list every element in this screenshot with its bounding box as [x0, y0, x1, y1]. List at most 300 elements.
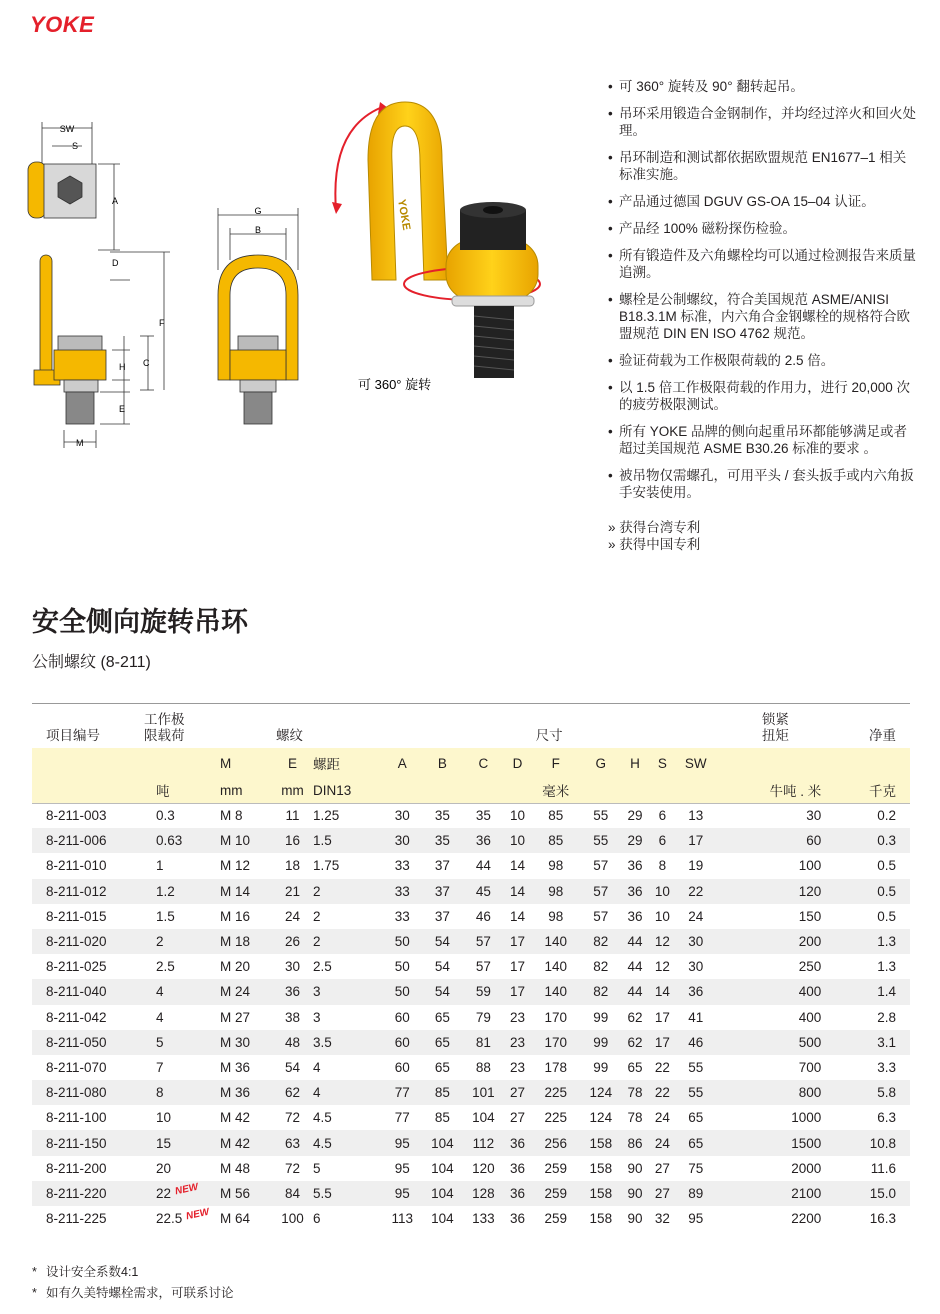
table-cell: 200: [716, 929, 836, 954]
table-cell: 65: [434, 1009, 450, 1025]
table-cell: 36: [504, 1181, 531, 1206]
table-row: [32, 1105, 910, 1130]
unit-cell: [383, 778, 422, 803]
table-row: [32, 954, 910, 979]
table-cell: 30: [383, 828, 422, 853]
table-cell: 33: [394, 858, 410, 874]
table-cell: 23: [509, 1009, 526, 1025]
table-cell: 225: [544, 1110, 567, 1126]
table-cell: 124: [580, 1080, 621, 1105]
table-cell: 120: [472, 1160, 495, 1176]
table-cell: 36: [676, 979, 716, 1004]
table-cell: 77: [383, 1080, 422, 1105]
table-cell: 170: [531, 1030, 580, 1055]
table-cell: 55: [580, 828, 621, 853]
column-header: [835, 748, 910, 778]
table-cell: 14: [649, 979, 676, 1004]
table-cell: 35: [434, 808, 450, 824]
table-cell: 5: [313, 1160, 321, 1176]
divider: [32, 703, 910, 704]
table-cell: 104: [431, 1160, 454, 1176]
table-cell: 2: [313, 908, 321, 924]
table-cell: 2.5: [156, 959, 175, 975]
table-cell: 55: [593, 808, 609, 824]
table-cell: 8-211-025: [46, 959, 107, 975]
table-cell: 8-211-070: [46, 1059, 107, 1075]
table-row: [32, 803, 910, 828]
table-cell: M 12: [220, 858, 251, 874]
table-cell: 2.5: [313, 959, 332, 975]
table-cell: 24: [654, 1110, 670, 1126]
table-cell: 6: [313, 1211, 321, 1227]
table-cell: 10: [654, 908, 670, 924]
rotation-caption: 可 360° 旋转: [358, 377, 432, 392]
table-cell: 60: [716, 828, 836, 853]
column-header: G: [580, 748, 621, 778]
table-cell: M 42: [220, 1110, 251, 1126]
table-cell: 98: [548, 858, 564, 874]
table-cell: 60: [394, 1009, 410, 1025]
patent-list: [608, 519, 918, 553]
table-cell: 158: [589, 1160, 613, 1176]
table-cell: 104: [422, 1181, 463, 1206]
table-row: [32, 979, 910, 1004]
table-cell: 140: [531, 979, 580, 1004]
table-cell: 75: [688, 1160, 704, 1176]
table-cell: 19: [688, 858, 704, 874]
table-cell: 11: [285, 808, 300, 824]
table-cell: 2200: [791, 1211, 822, 1227]
table-cell: 4: [313, 1059, 321, 1075]
table-cell: 29: [627, 808, 643, 824]
column-header: [32, 748, 144, 778]
table-cell: 44: [475, 858, 491, 874]
table-cell: 178: [544, 1059, 567, 1075]
table-cell: 8-211-015: [46, 908, 107, 924]
dim-label-h: H: [119, 362, 126, 372]
table-row: [32, 929, 910, 954]
table-cell: 6: [658, 808, 667, 824]
table-cell: 8-211-010: [46, 858, 107, 874]
table-cell: 27: [649, 1181, 676, 1206]
table-cell: 36: [509, 1211, 526, 1227]
table-cell: 57: [463, 929, 504, 954]
table-cell: 90: [627, 1160, 643, 1176]
table-row: [32, 1030, 910, 1055]
footnote-text: 如有久美特螺栓需求，可联系讨论: [46, 1286, 234, 1300]
feature-item: • 吊环采用锻造合金钢制作，并均经过淬火和回火处理。: [608, 105, 918, 139]
table-cell: 55: [688, 1059, 704, 1075]
table-cell: 62: [621, 1030, 648, 1055]
table-cell: 2: [313, 929, 383, 954]
table-cell: 2: [144, 929, 220, 954]
table-cell: 4: [156, 1009, 164, 1025]
feature-item: • 被吊物仅需螺孔，可用平头 / 套头扳手或内六角扳手安装使用。: [608, 467, 918, 501]
patent-item: » 获得台湾专利: [608, 520, 701, 535]
column-header: C: [463, 748, 504, 778]
table-row: [32, 1156, 910, 1181]
table-cell: 1.75: [313, 858, 340, 874]
table-cell: 65: [422, 1030, 463, 1055]
table-cell: 400: [716, 979, 836, 1004]
table-cell: 8: [144, 1080, 220, 1105]
table-cell: 6.3: [877, 1110, 896, 1126]
table-cell: 72: [284, 1160, 301, 1176]
table-cell: 89: [676, 1181, 716, 1206]
table-cell: 78: [621, 1080, 648, 1105]
feature-list: [608, 78, 918, 553]
dim-label-g: G: [254, 206, 262, 216]
feature-item: • 吊环制造和测试都依据欧盟规范 EN1677–1 相关标准实施。: [608, 149, 918, 183]
table-cell: 50: [394, 959, 410, 975]
table-cell: 256: [531, 1130, 580, 1155]
dim-label-d: D: [112, 258, 119, 268]
table-cell: 36: [509, 1160, 526, 1176]
table-unit-row: [32, 778, 910, 803]
spec-table: [32, 706, 910, 1231]
table-row: [32, 1206, 910, 1231]
table-cell: 8-211-080: [32, 1080, 144, 1105]
table-cell: 140: [531, 929, 580, 954]
table-cell: 800: [716, 1080, 836, 1105]
table-cell: 17: [504, 979, 531, 1004]
bolt-marking: YOKE: [395, 198, 413, 232]
table-cell: 99: [593, 1059, 609, 1075]
table-cell: 50: [383, 929, 422, 954]
table-cell: 65: [676, 1130, 716, 1155]
table-cell: 0.63: [144, 828, 220, 853]
feature-item: • 所有 YOKE 品牌的侧向起重吊环都能够满足或者超过美国规范 ASME B30.26 标准的要求 。: [608, 423, 918, 457]
table-cell: 2: [313, 879, 383, 904]
table-cell: 1.25: [313, 808, 340, 824]
table-cell: 45: [463, 879, 504, 904]
unit-cell: 牛吨 . 米: [716, 778, 836, 803]
table-cell: M 36: [220, 1059, 251, 1075]
table-cell: 48: [272, 1030, 313, 1055]
table-cell: 65: [688, 1110, 704, 1126]
table-cell: 57: [593, 858, 609, 874]
unit-cell: 吨: [144, 778, 220, 803]
table-cell: 22 NEW: [144, 1181, 220, 1206]
column-header: A: [383, 748, 422, 778]
table-cell: 3: [313, 979, 383, 1004]
column-header: [144, 748, 220, 778]
table-cell: 1.5: [313, 828, 383, 853]
table-cell: 10: [509, 808, 526, 824]
header-torque: [716, 706, 836, 748]
feature-item: • 产品通过德国 DGUV GS-OA 15–04 认证。: [608, 193, 918, 210]
dim-label-sw: SW: [59, 124, 75, 134]
table-cell: 30: [284, 959, 301, 975]
new-badge: NEW: [174, 1181, 200, 1198]
table-cell: 21: [272, 879, 313, 904]
table-cell: 5.8: [835, 1080, 910, 1105]
table-cell: M 30: [220, 1030, 272, 1055]
table-cell: 10: [156, 1110, 172, 1126]
table-cell: 14: [509, 908, 526, 924]
table-cell: 18: [284, 858, 301, 874]
table-row: [32, 853, 910, 878]
table-cell: 8-211-040: [32, 979, 144, 1004]
table-cell: 3: [313, 1009, 321, 1025]
table-cell: 30: [394, 808, 410, 824]
table-cell: 1.3: [877, 959, 896, 975]
table-cell: 30: [806, 808, 822, 824]
table-cell: 27: [504, 1080, 531, 1105]
header-torque-line1: 锁紧: [761, 712, 789, 727]
table-cell: 3.1: [835, 1030, 910, 1055]
patent-item: » 获得中国专利: [608, 537, 701, 552]
table-cell: 36: [627, 908, 643, 924]
dim-label-a: A: [112, 196, 119, 206]
table-cell: 36: [463, 828, 504, 853]
table-cell: 90: [621, 1181, 648, 1206]
table-cell: 29: [621, 828, 648, 853]
table-cell: 0.3: [156, 808, 175, 824]
table-cell: 98: [531, 879, 580, 904]
table-cell: 140: [544, 959, 567, 975]
table-cell: 0.5: [877, 858, 896, 874]
table-cell: 112: [463, 1130, 504, 1155]
table-cell: 17: [649, 1030, 676, 1055]
column-header: B: [422, 748, 463, 778]
table-cell: 225: [531, 1080, 580, 1105]
table-cell: 44: [621, 929, 648, 954]
table-cell: M 16: [220, 908, 251, 924]
table-row: [32, 1080, 910, 1105]
table-cell: 57: [475, 959, 491, 975]
table-cell: 86: [621, 1130, 648, 1155]
table-cell: M 64: [220, 1211, 251, 1227]
footnote-item: * 设计安全系数4:1: [32, 1265, 139, 1279]
table-cell: 88: [475, 1059, 491, 1075]
table-cell: 32: [654, 1211, 670, 1227]
table-row: [32, 904, 910, 929]
side-view-drawing: [28, 122, 170, 448]
unit-cell: DIN13: [313, 778, 383, 803]
feature-item: • 螺栓是公制螺纹，符合美国规范 ASME/ANISI B18.3.1M 标准，内六角合金钢螺栓的规格符合欧盟规范 DIN EN ISO 4762 规范。: [608, 291, 918, 342]
dim-label-e: E: [119, 404, 126, 414]
table-cell: 36: [627, 858, 643, 874]
yoke-logo: YOKE: [30, 12, 95, 37]
table-cell: 62: [272, 1080, 313, 1105]
column-header: S: [649, 748, 676, 778]
table-cell: 60: [394, 1059, 410, 1075]
table-cell: 500: [716, 1030, 836, 1055]
table-cell: 85: [531, 828, 580, 853]
unit-cell: mm: [272, 778, 313, 803]
feature-item: • 产品经 100% 磁粉探伤检验。: [608, 220, 918, 237]
table-cell: 8-211-100: [46, 1110, 107, 1126]
table-cell: 158: [580, 1181, 621, 1206]
table-cell: 8-211-006: [32, 828, 144, 853]
table-cell: M 42: [220, 1130, 272, 1155]
table-cell: 27: [654, 1160, 670, 1176]
table-cell: 170: [544, 1009, 567, 1025]
table-cell: 11.6: [870, 1160, 896, 1176]
dim-label-c: C: [143, 358, 150, 368]
table-cell: 78: [627, 1110, 643, 1126]
table-row: [32, 1055, 910, 1080]
table-cell: 46: [676, 1030, 716, 1055]
feature-item: • 可 360° 旋转及 90° 翻转起吊。: [608, 78, 918, 95]
table-cell: 17: [504, 929, 531, 954]
table-cell: 7: [156, 1059, 164, 1075]
table-cell: 5: [144, 1030, 220, 1055]
table-cell: M 8: [220, 808, 243, 824]
table-cell: 3.5: [313, 1030, 383, 1055]
header-wll: [144, 706, 220, 748]
table-cell: 259: [544, 1160, 567, 1176]
table-cell: M 18: [220, 929, 272, 954]
feature-item: • 所有锻造件及六角螺栓均可以通过检测报告来质量追溯。: [608, 247, 918, 281]
header-wll-line1: 工作极: [144, 712, 185, 727]
table-cell: 8-211-003: [46, 808, 107, 824]
table-cell: 4: [313, 1080, 383, 1105]
table-cell: 46: [475, 908, 491, 924]
table-cell: M 20: [220, 959, 251, 975]
table-cell: 30: [688, 959, 704, 975]
table-cell: 82: [580, 979, 621, 1004]
table-cell: 37: [434, 858, 450, 874]
unit-cell: [676, 778, 716, 803]
table-cell: 72: [284, 1110, 301, 1126]
table-cell: 79: [475, 1009, 491, 1025]
table-cell: 1.5: [156, 908, 175, 924]
page-title: 安全侧向旋转吊环: [32, 607, 248, 637]
table-cell: M 27: [220, 1009, 251, 1025]
table-cell: 10: [504, 828, 531, 853]
unit-cell: [422, 778, 463, 803]
header-item: 项目编号: [46, 728, 100, 743]
header-wll-line2: 限载荷: [144, 728, 185, 743]
table-cell: 250: [798, 959, 822, 975]
table-cell: 104: [472, 1110, 495, 1126]
product-diagram: [20, 80, 600, 460]
table-cell: M 36: [220, 1080, 272, 1105]
table-cell: 16.3: [869, 1211, 896, 1227]
unit-cell: mm: [220, 778, 272, 803]
table-cell: 8-211-200: [46, 1160, 107, 1176]
footnotes: [32, 1262, 234, 1304]
table-cell: 35: [422, 828, 463, 853]
table-cell: 2100: [716, 1181, 836, 1206]
table-body: [32, 803, 910, 1231]
table-cell: 82: [580, 929, 621, 954]
table-cell: 54: [422, 929, 463, 954]
table-cell: 100: [281, 1211, 304, 1227]
table-cell: 2.8: [877, 1009, 896, 1025]
table-cell: 99: [580, 1030, 621, 1055]
header-thread: 螺纹: [276, 728, 303, 743]
table-cell: 36: [504, 1130, 531, 1155]
table-cell: 60: [383, 1030, 422, 1055]
table-cell: 8-211-150: [32, 1130, 144, 1155]
header-weight: 净重: [869, 728, 896, 743]
table-group-header: [32, 706, 910, 748]
table-cell: 85: [422, 1080, 463, 1105]
header-torque-line2: 扭矩: [761, 728, 789, 743]
table-cell: 15: [144, 1130, 220, 1155]
table-cell: 113: [391, 1211, 413, 1227]
table-cell: 22: [676, 879, 716, 904]
table-cell: 44: [627, 959, 643, 975]
table-row: [32, 1130, 910, 1155]
table-cell: 124: [589, 1110, 613, 1126]
table-cell: 16: [272, 828, 313, 853]
table-cell: 36: [272, 979, 313, 1004]
table-cell: 1500: [716, 1130, 836, 1155]
unit-cell: [580, 778, 621, 803]
table-cell: 54: [422, 979, 463, 1004]
table-cell: 17: [676, 828, 716, 853]
table-cell: 37: [422, 879, 463, 904]
unit-cell: 毫米: [531, 778, 580, 803]
product-render: [332, 102, 540, 378]
table-cell: 54: [284, 1059, 301, 1075]
table-cell: 158: [580, 1130, 621, 1155]
table-cell: 82: [593, 959, 609, 975]
table-cell: 13: [688, 808, 704, 824]
table-cell: 1: [156, 858, 164, 874]
table-cell: 104: [431, 1211, 454, 1227]
table-cell: 24: [649, 1130, 676, 1155]
table-cell: 30: [676, 929, 716, 954]
table-cell: M 14: [220, 879, 272, 904]
table-cell: 59: [463, 979, 504, 1004]
table-cell: 700: [798, 1059, 822, 1075]
table-cell: 62: [627, 1009, 643, 1025]
table-cell: 0.5: [835, 879, 910, 904]
table-cell: 24: [284, 908, 301, 924]
table-cell: 55: [676, 1080, 716, 1105]
table-cell: 8: [658, 858, 667, 874]
table-cell: 37: [434, 908, 450, 924]
table-cell: 1.4: [835, 979, 910, 1004]
table-cell: 4.5: [313, 1130, 383, 1155]
column-header: F: [531, 748, 580, 778]
table-cell: 104: [422, 1130, 463, 1155]
table-row: [32, 879, 910, 904]
table-cell: 27: [509, 1110, 526, 1126]
table-cell: 90: [627, 1211, 643, 1227]
table-cell: 22: [654, 1059, 670, 1075]
table-cell: 99: [593, 1009, 609, 1025]
table-cell: 4: [144, 979, 220, 1004]
table-cell: 54: [434, 959, 450, 975]
table-cell: 101: [463, 1080, 504, 1105]
table-cell: 26: [272, 929, 313, 954]
footnote-item: * 如有久美特螺栓需求，可联系讨论: [32, 1286, 234, 1300]
table-cell: 3.3: [877, 1059, 896, 1075]
table-cell: 65: [627, 1059, 643, 1075]
table-cell: 44: [621, 979, 648, 1004]
table-cell: 22.5 NEW: [156, 1206, 211, 1227]
column-header: [716, 748, 836, 778]
unit-cell: [504, 778, 531, 803]
table-cell: 15.0: [835, 1181, 910, 1206]
table-cell: 4.5: [313, 1110, 332, 1126]
table-cell: 10: [649, 879, 676, 904]
table-cell: 77: [394, 1110, 410, 1126]
dim-label-b: B: [254, 225, 262, 235]
page-subtitle: 公制螺纹 (8-211): [32, 654, 151, 671]
table-cell: 95: [394, 1160, 410, 1176]
table-cell: 120: [716, 879, 836, 904]
table-cell: 400: [798, 1009, 822, 1025]
unit-cell: [621, 778, 648, 803]
table-cell: 12: [649, 929, 676, 954]
